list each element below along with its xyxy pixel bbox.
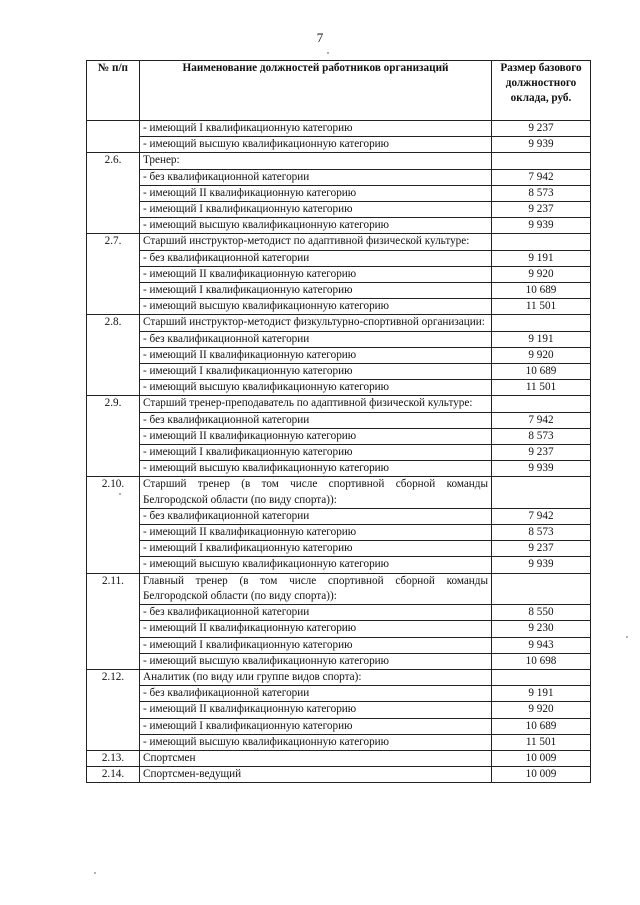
- table-row: [87, 557, 591, 573]
- position-name: - имеющий высшую квалификационную категорию: [140, 380, 492, 396]
- table-header: [87, 61, 591, 121]
- salary-value: 8 573: [492, 185, 591, 201]
- salary-value: 9 939: [492, 137, 591, 153]
- table-row: [87, 266, 591, 282]
- position-name: - имеющий высшую квалификационную категорию: [140, 299, 492, 315]
- table-row: [87, 218, 591, 234]
- salary-value: [492, 153, 591, 169]
- position-name: Аналитик (по виду или группе видов спорта):: [140, 669, 492, 685]
- position-name: Тренер:: [140, 153, 492, 169]
- salary-value: [492, 234, 591, 250]
- salary-value: [492, 573, 591, 604]
- position-name: - имеющий I квалификационную категорию: [140, 541, 492, 557]
- salary-value: [492, 396, 591, 412]
- position-name: - имеющий II квалификационную категорию: [140, 428, 492, 444]
- position-name: Старший инструктор-методист физкультурно-спортивной организации:: [140, 315, 492, 331]
- position-name: - имеющий высшую квалификационную категорию: [140, 734, 492, 750]
- position-name: - имеющий II квалификационную категорию: [140, 702, 492, 718]
- page-number: 7: [316, 30, 324, 45]
- salary-value: 10 009: [492, 750, 591, 766]
- salary-value: 10 689: [492, 718, 591, 734]
- table-row: [87, 299, 591, 315]
- salary-value: 10 689: [492, 364, 591, 380]
- position-name: - имеющий II квалификационную категорию: [140, 525, 492, 541]
- position-name: - имеющий высшую квалификационную категорию: [140, 137, 492, 153]
- row-number: 2.10.: [87, 477, 140, 573]
- position-name: - имеющий высшую квалификационную категорию: [140, 461, 492, 477]
- table-row: [87, 185, 591, 201]
- table-row: [87, 428, 591, 444]
- table-row: [87, 605, 591, 621]
- salary-value: 8 573: [492, 428, 591, 444]
- table-row: [87, 669, 591, 685]
- table-row: [87, 525, 591, 541]
- header-position-name: Наименование должностей работников организаций: [140, 61, 492, 121]
- salary-value: 9 230: [492, 621, 591, 637]
- table-row: [87, 637, 591, 653]
- row-number: 2.6.: [87, 153, 140, 234]
- position-name: - имеющий II квалификационную категорию: [140, 621, 492, 637]
- salary-value: 9 191: [492, 250, 591, 266]
- position-name: - имеющий I квалификационную категорию: [140, 718, 492, 734]
- salary-value: 9 943: [492, 637, 591, 653]
- position-name: Главный тренер (в том числе спортивной сборной команды Белгородской области (по виду спорта)):: [140, 573, 492, 604]
- table-row: [87, 621, 591, 637]
- position-name: - без квалификационной категории: [140, 686, 492, 702]
- position-name: - имеющий I квалификационную категорию: [140, 121, 492, 137]
- table-row: [87, 750, 591, 766]
- table-row: [87, 380, 591, 396]
- table-row: [87, 331, 591, 347]
- position-name: Старший тренер-преподаватель по адаптивной физической культуре:: [140, 396, 492, 412]
- salary-value: 9 237: [492, 445, 591, 461]
- salary-value: 7 942: [492, 169, 591, 185]
- table-row: [87, 686, 591, 702]
- scan-speck: [626, 636, 628, 638]
- position-name: - имеющий I квалификационную категорию: [140, 445, 492, 461]
- position-name: - имеющий II квалификационную категорию: [140, 347, 492, 363]
- row-number: 2.9.: [87, 396, 140, 477]
- position-name: - имеющий I квалификационную категорию: [140, 202, 492, 218]
- position-name: - без квалификационной категории: [140, 169, 492, 185]
- salary-value: 11 501: [492, 299, 591, 315]
- salary-value: 9 939: [492, 461, 591, 477]
- row-number: 2.8.: [87, 315, 140, 396]
- position-name: - без квалификационной категории: [140, 250, 492, 266]
- position-name: Старший тренер (в том числе спортивной сборной команды Белгородской области (по виду спорта)):: [140, 477, 492, 508]
- table-row: [87, 347, 591, 363]
- table-row: [87, 508, 591, 524]
- position-name: - имеющий I квалификационную категорию: [140, 283, 492, 299]
- salary-value: 9 920: [492, 266, 591, 282]
- header-number: № п/п: [87, 61, 140, 121]
- salary-value: 9 920: [492, 347, 591, 363]
- scan-speck: [327, 52, 329, 54]
- salary-value: 11 501: [492, 380, 591, 396]
- row-number: [87, 121, 140, 153]
- scan-speck: [119, 493, 121, 495]
- table-row: [87, 396, 591, 412]
- table-row: [87, 653, 591, 669]
- salary-value: 9 939: [492, 218, 591, 234]
- position-name: Спортсмен-ведущий: [140, 767, 492, 783]
- position-name: - имеющий II квалификационную категорию: [140, 266, 492, 282]
- row-number: 2.13.: [87, 750, 140, 766]
- salary-value: 9 237: [492, 202, 591, 218]
- header-salary: Размер базового должностного оклада, руб.: [492, 61, 591, 121]
- table-row: [87, 718, 591, 734]
- position-name: - имеющий II квалификационную категорию: [140, 185, 492, 201]
- salary-value: 9 237: [492, 121, 591, 137]
- table-row: [87, 283, 591, 299]
- position-name: - без квалификационной категории: [140, 412, 492, 428]
- salary-value: 8 550: [492, 605, 591, 621]
- salary-value: 9 191: [492, 331, 591, 347]
- salary-value: 9 920: [492, 702, 591, 718]
- position-name: - имеющий I квалификационную категорию: [140, 364, 492, 380]
- row-number: 2.7.: [87, 234, 140, 315]
- salary-value: 9 939: [492, 557, 591, 573]
- row-number: 2.11.: [87, 573, 140, 669]
- row-number: 2.14.: [87, 767, 140, 783]
- table-row: [87, 541, 591, 557]
- position-name: - без квалификационной категории: [140, 508, 492, 524]
- salary-value: 7 942: [492, 508, 591, 524]
- table-row: [87, 202, 591, 218]
- table-row: [87, 461, 591, 477]
- position-name: Старший инструктор-методист по адаптивной физической культуре:: [140, 234, 492, 250]
- table-row: [87, 250, 591, 266]
- table-row: [87, 767, 591, 783]
- table-row: [87, 412, 591, 428]
- salary-table: [86, 60, 591, 783]
- salary-value: 8 573: [492, 525, 591, 541]
- table-row: [87, 315, 591, 331]
- table-row: [87, 153, 591, 169]
- table-row: [87, 364, 591, 380]
- table-row: [87, 137, 591, 153]
- position-name: - имеющий высшую квалификационную категорию: [140, 218, 492, 234]
- salary-value: 10 698: [492, 653, 591, 669]
- salary-value: 10 689: [492, 283, 591, 299]
- position-name: - без квалификационной категории: [140, 605, 492, 621]
- table-row: [87, 234, 591, 250]
- table-body: [87, 121, 591, 783]
- table-row: [87, 121, 591, 137]
- position-name: - имеющий I квалификационную категорию: [140, 637, 492, 653]
- salary-value: 9 191: [492, 686, 591, 702]
- salary-value: [492, 315, 591, 331]
- salary-value: 10 009: [492, 767, 591, 783]
- salary-value: [492, 477, 591, 508]
- table-row: [87, 477, 591, 508]
- salary-value: [492, 669, 591, 685]
- position-name: - имеющий высшую квалификационную категорию: [140, 653, 492, 669]
- table-row: [87, 445, 591, 461]
- row-number: 2.12.: [87, 669, 140, 750]
- salary-value: 9 237: [492, 541, 591, 557]
- position-name: - без квалификационной категории: [140, 331, 492, 347]
- table-row: [87, 573, 591, 604]
- table-row: [87, 734, 591, 750]
- position-name: Спортсмен: [140, 750, 492, 766]
- table-row: [87, 169, 591, 185]
- table-row: [87, 702, 591, 718]
- salary-value: 11 501: [492, 734, 591, 750]
- salary-value: 7 942: [492, 412, 591, 428]
- scan-speck: [94, 872, 96, 874]
- position-name: - имеющий высшую квалификационную категорию: [140, 557, 492, 573]
